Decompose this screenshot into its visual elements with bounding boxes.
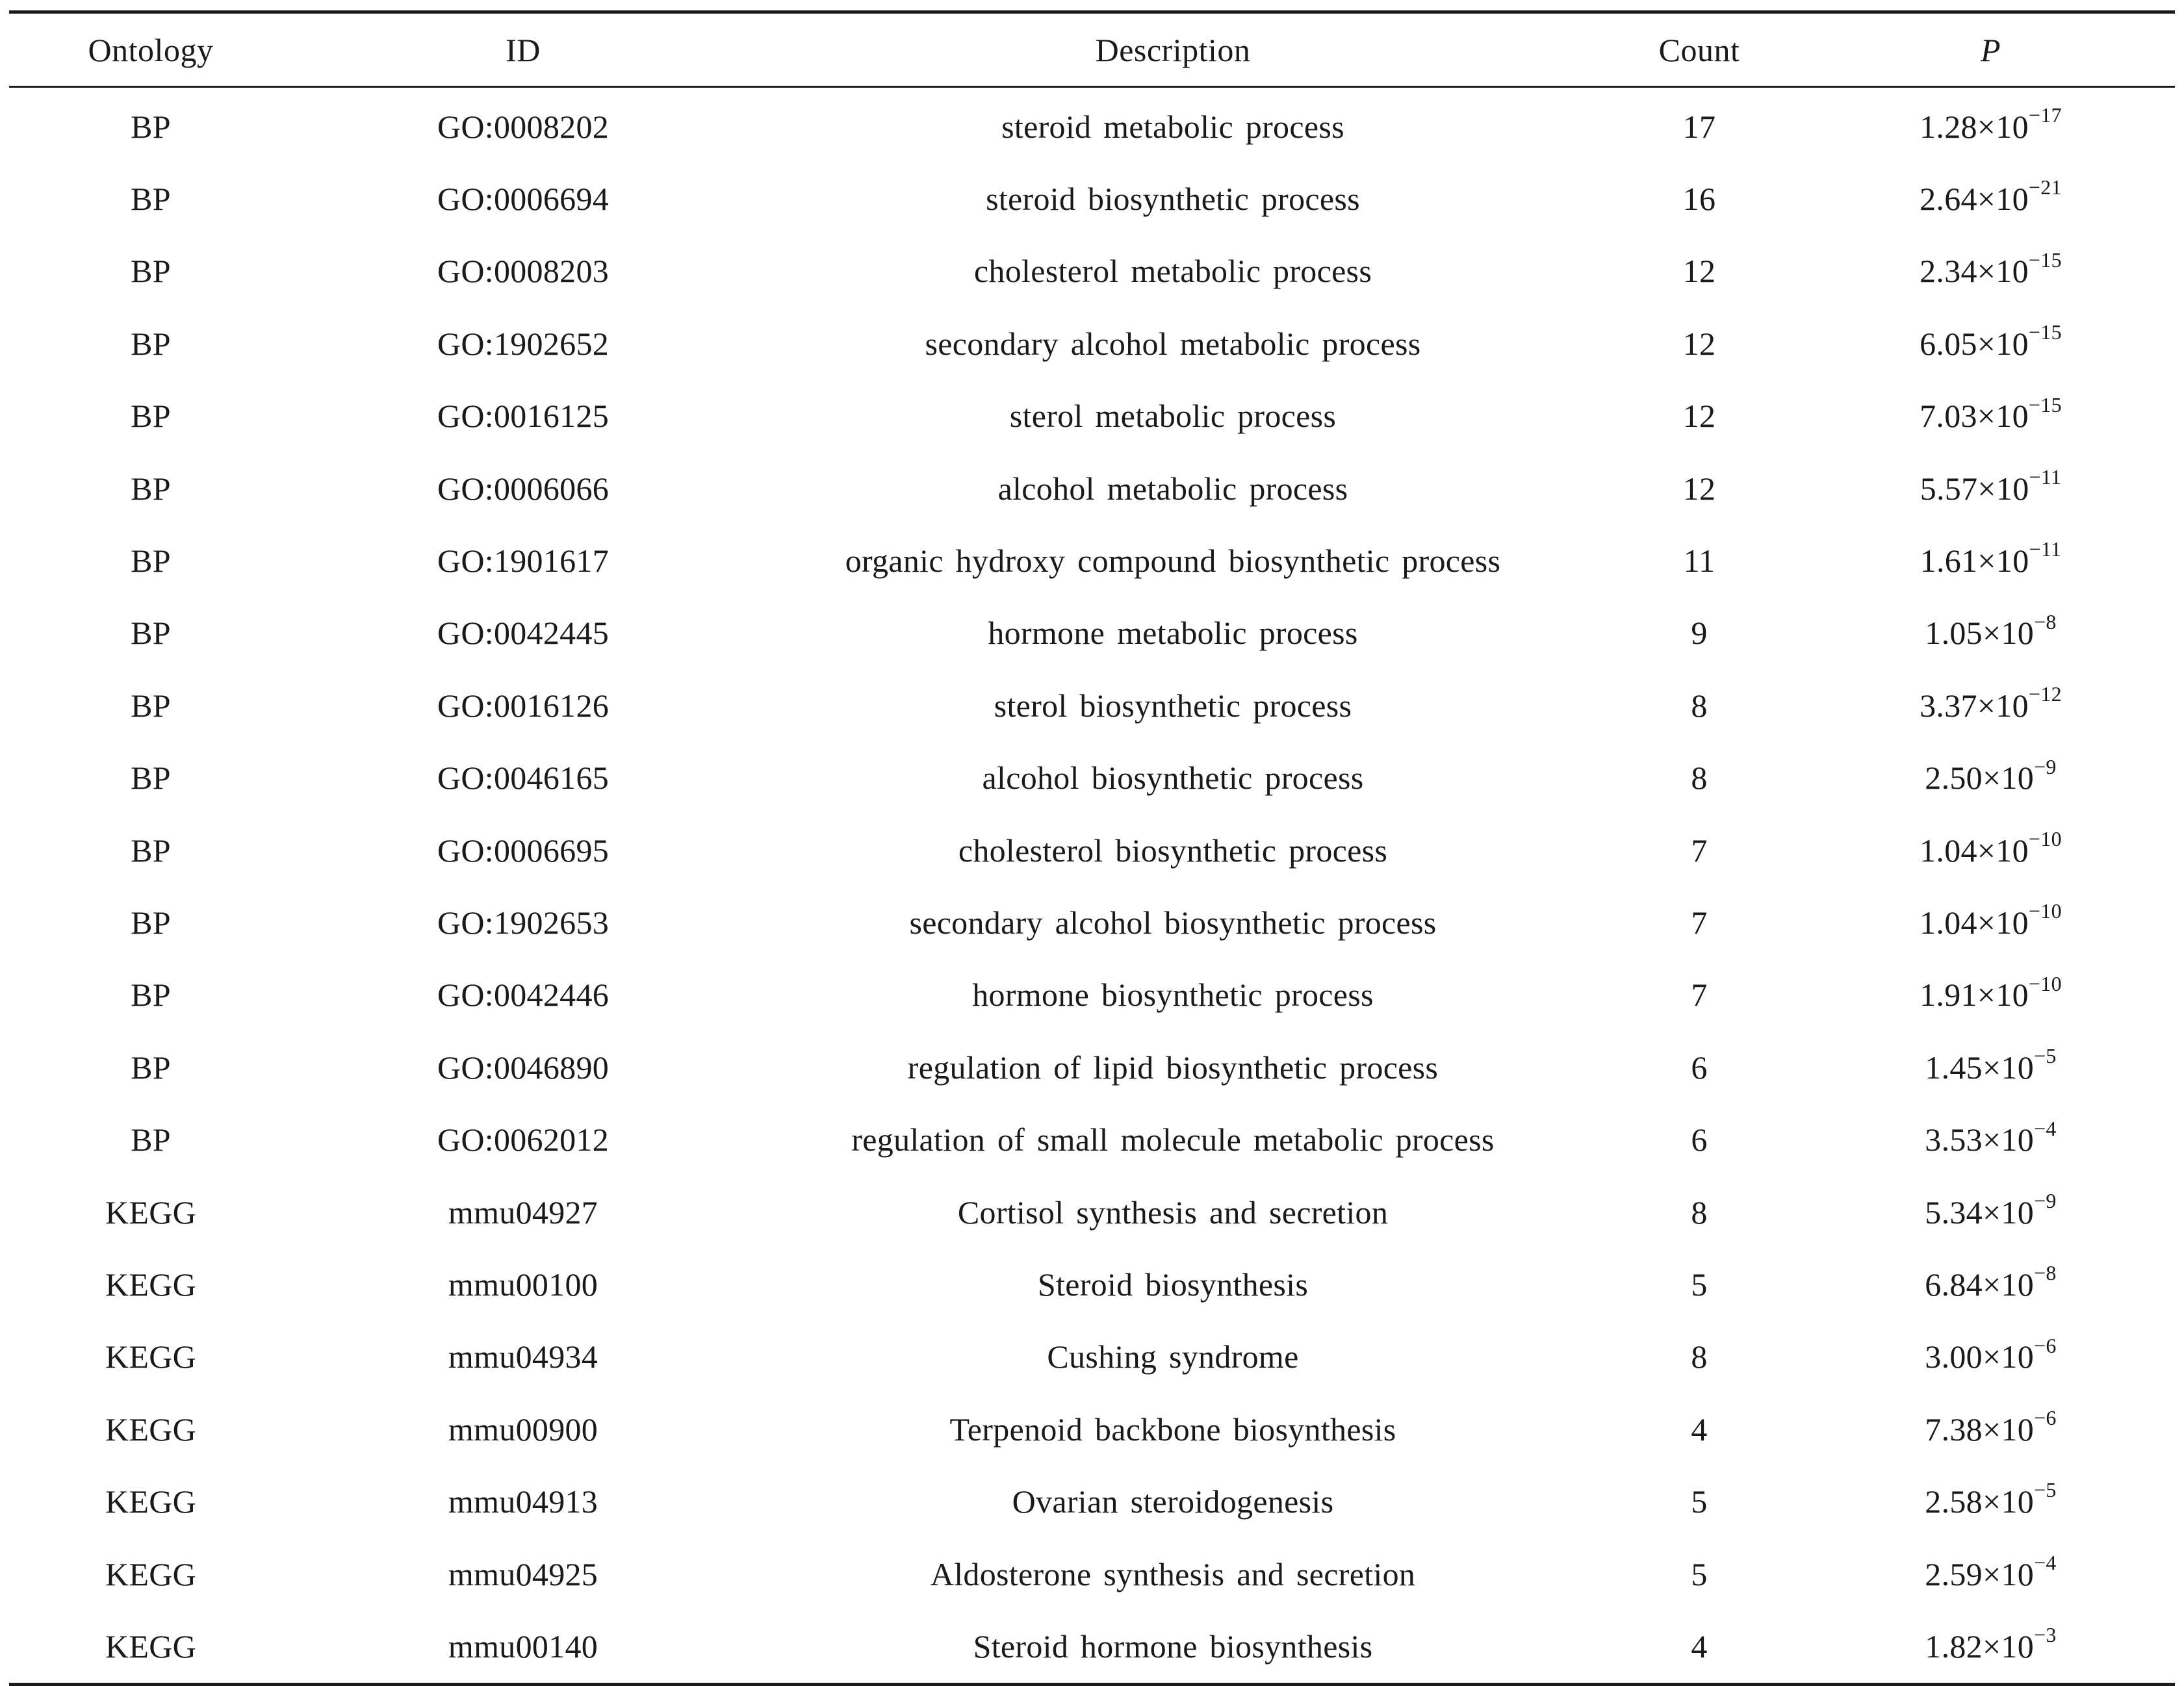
table-row	[9, 1103, 2175, 1175]
table-row	[9, 597, 2175, 669]
table-row	[9, 235, 2175, 307]
p-mantissa: 2.50×10	[1925, 760, 2035, 797]
cell-id: GO:0042446	[437, 977, 610, 1014]
cell-p-value	[1806, 1538, 2175, 1610]
cell-description: secondary alcohol metabolic process	[925, 325, 1421, 362]
cell-description: sterol metabolic process	[1009, 398, 1337, 435]
table-row	[9, 742, 2175, 814]
p-mantissa: 7.03×10	[1920, 398, 2029, 435]
p-exponent: −15	[2028, 320, 2062, 344]
cell-count: 6	[1691, 1049, 1708, 1086]
cell-ontology: BP	[131, 470, 171, 507]
cell-count: 12	[1682, 325, 1716, 362]
table-row	[9, 1465, 2175, 1537]
p-exponent: −15	[2028, 248, 2062, 272]
table-row	[9, 524, 2175, 596]
cell-description: Ovarian steroidogenesis	[1012, 1483, 1334, 1520]
table-row	[9, 1610, 2175, 1684]
p-exponent: −11	[2029, 465, 2062, 489]
cell-p-value	[1806, 524, 2175, 596]
p-mantissa: 5.34×10	[1925, 1194, 2035, 1231]
p-exponent: −6	[2034, 1406, 2057, 1430]
cell-ontology: BP	[131, 253, 171, 290]
cell-id: GO:0006066	[437, 470, 610, 507]
cell-p-value	[1806, 380, 2175, 452]
cell-ontology: BP	[131, 904, 171, 941]
cell-count: 5	[1691, 1483, 1708, 1520]
table-body	[9, 87, 2175, 1685]
cell-description: alcohol metabolic process	[997, 470, 1348, 507]
cell-count: 8	[1691, 760, 1708, 797]
p-exponent: −3	[2034, 1623, 2057, 1647]
cell-id: GO:0006695	[437, 832, 610, 869]
table-row	[9, 1248, 2175, 1320]
table-header	[9, 12, 2175, 87]
p-exponent: −5	[2034, 1478, 2057, 1502]
cell-p-value	[1806, 742, 2175, 814]
cell-count: 4	[1691, 1411, 1708, 1448]
cell-id: mmu04934	[448, 1338, 598, 1375]
cell-p-value	[1806, 1176, 2175, 1248]
cell-description: cholesterol biosynthetic process	[958, 832, 1388, 869]
cell-count: 11	[1683, 543, 1715, 580]
p-mantissa: 2.64×10	[1920, 181, 2029, 218]
cell-description: Aldosterone synthesis and secretion	[930, 1555, 1416, 1592]
table-row	[9, 380, 2175, 452]
cell-id: GO:0016126	[437, 687, 610, 724]
cell-ontology: KEGG	[105, 1194, 197, 1231]
cell-description: cholesterol metabolic process	[973, 253, 1372, 290]
cell-p-value	[1806, 1321, 2175, 1393]
p-mantissa: 1.61×10	[1920, 543, 2029, 580]
cell-count: 12	[1682, 470, 1716, 507]
table-row	[9, 1031, 2175, 1103]
p-mantissa: 3.00×10	[1925, 1338, 2035, 1375]
cell-p-value	[1806, 597, 2175, 669]
cell-ontology: BP	[131, 325, 171, 362]
cell-p-value	[1806, 452, 2175, 524]
cell-ontology: KEGG	[105, 1338, 197, 1375]
p-mantissa: 2.59×10	[1925, 1555, 2035, 1592]
cell-p-value	[1806, 1465, 2175, 1537]
cell-id: mmu04927	[448, 1194, 598, 1231]
cell-id: mmu04925	[448, 1555, 598, 1592]
table-row	[9, 1176, 2175, 1248]
p-mantissa: 3.53×10	[1925, 1121, 2035, 1158]
cell-id: GO:0046165	[437, 760, 610, 797]
cell-ontology: BP	[131, 398, 171, 435]
p-exponent: −9	[2034, 1188, 2057, 1212]
p-mantissa: 3.37×10	[1920, 687, 2029, 724]
cell-id: GO:0016125	[437, 398, 610, 435]
p-mantissa: 1.28×10	[1920, 108, 2029, 145]
cell-id: mmu00100	[448, 1266, 598, 1303]
p-mantissa: 5.57×10	[1920, 470, 2029, 507]
cell-description: Cortisol synthesis and secretion	[957, 1194, 1389, 1231]
cell-description: organic hydroxy compound biosynthetic process	[845, 543, 1501, 580]
p-mantissa: 2.58×10	[1925, 1483, 2035, 1520]
cell-id: GO:0042445	[437, 615, 610, 652]
p-exponent: −5	[2034, 1044, 2057, 1068]
cell-count: 4	[1691, 1628, 1708, 1665]
p-exponent: −4	[2034, 1550, 2057, 1574]
p-mantissa: 1.82×10	[1925, 1628, 2035, 1665]
cell-count: 8	[1691, 687, 1708, 724]
cell-description: steroid metabolic process	[1001, 108, 1344, 145]
cell-ontology: KEGG	[105, 1411, 197, 1448]
cell-id: GO:0008203	[437, 253, 610, 290]
cell-count: 8	[1691, 1338, 1708, 1375]
cell-p-value	[1806, 959, 2175, 1031]
cell-p-value	[1806, 886, 2175, 958]
cell-id: GO:0008202	[437, 108, 610, 145]
cell-id: mmu00140	[448, 1628, 598, 1665]
cell-count: 7	[1691, 904, 1708, 941]
cell-p-value	[1806, 669, 2175, 741]
p-exponent: −8	[2034, 1261, 2057, 1285]
cell-ontology: BP	[131, 1121, 171, 1158]
cell-description: hormone metabolic process	[988, 615, 1358, 652]
header-count: Count	[1592, 12, 1806, 87]
table-row	[9, 1393, 2175, 1465]
header-p-value: P	[1806, 12, 2175, 87]
cell-ontology: BP	[131, 108, 171, 145]
table-row	[9, 87, 2175, 163]
table-row	[9, 886, 2175, 958]
cell-count: 16	[1682, 181, 1716, 218]
cell-ontology: KEGG	[105, 1483, 197, 1520]
cell-description: Steroid hormone biosynthesis	[973, 1628, 1373, 1665]
p-exponent: −6	[2034, 1333, 2057, 1357]
cell-ontology: KEGG	[105, 1555, 197, 1592]
cell-count: 7	[1691, 977, 1708, 1014]
p-exponent: −12	[2028, 682, 2062, 706]
p-exponent: −10	[2028, 826, 2062, 850]
cell-count: 12	[1682, 253, 1716, 290]
p-mantissa: 1.04×10	[1920, 832, 2029, 869]
cell-description: regulation of small molecule metabolic process	[851, 1121, 1495, 1158]
enrichment-table-container	[9, 10, 2175, 1686]
p-exponent: −21	[2028, 175, 2062, 199]
table-row	[9, 669, 2175, 741]
p-mantissa: 1.04×10	[1920, 904, 2029, 941]
table-row	[9, 162, 2175, 235]
cell-p-value	[1806, 1393, 2175, 1465]
cell-id: GO:1902653	[437, 904, 610, 941]
cell-id: GO:0046890	[437, 1049, 610, 1086]
p-exponent: −11	[2029, 537, 2062, 561]
table-row	[9, 1538, 2175, 1610]
cell-description: Steroid biosynthesis	[1037, 1266, 1309, 1303]
cell-description: hormone biosynthetic process	[972, 977, 1374, 1014]
cell-id: mmu00900	[448, 1411, 598, 1448]
cell-p-value	[1806, 814, 2175, 886]
p-exponent: −10	[2028, 899, 2062, 923]
cell-p-value	[1806, 162, 2175, 235]
cell-count: 17	[1682, 108, 1716, 145]
table-row	[9, 814, 2175, 886]
table-row	[9, 307, 2175, 379]
cell-id: GO:0006694	[437, 181, 610, 218]
header-ontology: Ontology	[9, 12, 292, 87]
p-exponent: −9	[2034, 754, 2057, 778]
enrichment-table	[9, 10, 2175, 1686]
header-description: Description	[754, 12, 1592, 87]
cell-p-value	[1806, 87, 2175, 163]
header-row	[9, 12, 2175, 87]
p-mantissa: 1.05×10	[1925, 615, 2035, 652]
cell-description: steroid biosynthetic process	[986, 181, 1360, 218]
p-mantissa: 1.45×10	[1925, 1049, 2035, 1086]
cell-ontology: KEGG	[105, 1628, 197, 1665]
cell-ontology: BP	[131, 760, 171, 797]
cell-ontology: BP	[131, 181, 171, 218]
p-mantissa: 1.91×10	[1920, 977, 2029, 1014]
cell-ontology: BP	[131, 615, 171, 652]
cell-id: GO:0062012	[437, 1121, 610, 1158]
p-mantissa: 2.34×10	[1920, 253, 2029, 290]
cell-count: 5	[1691, 1555, 1708, 1592]
cell-count: 5	[1691, 1266, 1708, 1303]
cell-description: regulation of lipid biosynthetic process	[907, 1049, 1439, 1086]
cell-p-value	[1806, 1610, 2175, 1684]
cell-description: Cushing syndrome	[1047, 1338, 1299, 1375]
cell-p-value	[1806, 1103, 2175, 1175]
cell-ontology: KEGG	[105, 1266, 197, 1303]
cell-id: GO:1902652	[437, 325, 610, 362]
cell-ontology: BP	[131, 832, 171, 869]
cell-description: sterol biosynthetic process	[994, 687, 1352, 724]
cell-count: 9	[1691, 615, 1708, 652]
p-exponent: −15	[2028, 392, 2062, 416]
table-row	[9, 959, 2175, 1031]
cell-ontology: BP	[131, 543, 171, 580]
cell-p-value	[1806, 1248, 2175, 1320]
cell-id: mmu04913	[448, 1483, 598, 1520]
p-mantissa: 7.38×10	[1925, 1411, 2035, 1448]
p-exponent: −10	[2028, 971, 2062, 995]
cell-count: 7	[1691, 832, 1708, 869]
cell-description: alcohol biosynthetic process	[982, 760, 1364, 797]
p-mantissa: 6.05×10	[1920, 325, 2029, 362]
cell-p-value	[1806, 235, 2175, 307]
cell-ontology: BP	[131, 977, 171, 1014]
p-exponent: −8	[2034, 609, 2057, 633]
table-row	[9, 1321, 2175, 1393]
p-exponent: −17	[2028, 103, 2062, 127]
cell-count: 12	[1682, 398, 1716, 435]
cell-count: 8	[1691, 1194, 1708, 1231]
cell-description: Terpenoid backbone biosynthesis	[949, 1411, 1396, 1448]
cell-description: secondary alcohol biosynthetic process	[909, 904, 1437, 941]
header-id: ID	[292, 12, 754, 87]
table-row	[9, 452, 2175, 524]
p-mantissa: 6.84×10	[1925, 1266, 2035, 1303]
cell-p-value	[1806, 1031, 2175, 1103]
cell-id: GO:1901617	[437, 543, 610, 580]
cell-ontology: BP	[131, 1049, 171, 1086]
cell-count: 6	[1691, 1121, 1708, 1158]
p-exponent: −4	[2034, 1116, 2057, 1140]
cell-ontology: BP	[131, 687, 171, 724]
cell-p-value	[1806, 307, 2175, 379]
